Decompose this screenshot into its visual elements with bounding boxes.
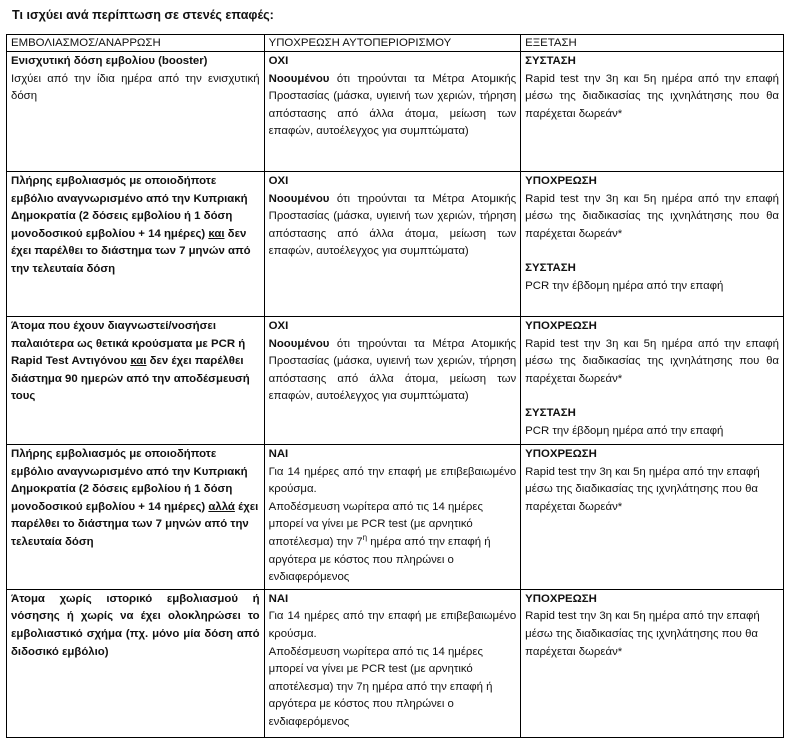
table-row [7,445,784,590]
column-header-self-isolation: ΥΠΟΧΡΕΩΣΗ ΑΥΤΟΠΕΡΙΟΡΙΣΜΟΥ [264,35,521,52]
status-title: Ενισχυτική δόση εμβολίου (booster) [11,55,208,67]
status-text-part1: Πλήρης εμβολιασμός με οποιοδήποτε εμβόλιο αναγνωρισμένο από την Κυπριακή Δημοκρατία (2 δόσεις εμβολίου ή 1 δόση μονοδοσικού εμβολίου + 14 ημέρες) [11,175,248,240]
cell-vaccination-status [7,52,265,172]
self-isolation-text: ότι τηρούνται τα Μέτρα Ατομικής Προστασίας (μάσκα, υγιεινή των χεριών, τήρηση απόστασης από άλλα άτομα, μείωση των επαφών, αυτοέλεγχος για συμπτώματα) [268,72,517,138]
test-text-secondary: PCR την έβδομη ημέρα από την επαφή [525,424,724,437]
cell-vaccination-status [7,317,265,445]
test-label-secondary: ΣΥΣΤΑΣΗ [525,407,576,420]
table-row [7,589,784,737]
table-header-row [7,35,784,52]
self-isolation-lead: Νοουμένου [268,337,330,350]
status-conjunction: και [130,355,147,368]
self-isolation-answer: ΟΧΙ [268,55,289,67]
status-text-part1: Άτομα που έχουν διαγνωστεί/νοσήσει παλαιότερα ως θετικά κρούσματα με PCR ή Rapid Test Αντιγόνου [11,320,246,368]
test-label: ΥΠΟΧΡΕΩΣΗ [525,448,597,460]
table-row [7,52,784,172]
self-isolation-answer: ΟΧΙ [268,175,289,187]
test-label: ΥΠΟΧΡΕΩΣΗ [525,320,597,332]
self-isolation-text-a: Για 14 ημέρες από την επαφή με επιβεβαιωμένο κρούσμα. [268,465,517,496]
self-isolation-text-b2: ημέρα από την επαφή ή αργότερα με κόστος που πληρώνει ο ενδιαφερόμενος [268,535,491,584]
cell-self-isolation [264,589,521,737]
cell-vaccination-status [7,445,265,590]
test-text: Rapid test την 3η και 5η ημέρα από την επαφή μέσω της διαδικασίας της ιχνηλάτησης που θα παρέχεται δωρεάν* [525,72,779,120]
status-text-part1: Πλήρης εμβολιασμός με οποιοδήποτε εμβόλιο αναγνωρισμένο από την Κυπριακή Δημοκρατία (2 δόσεις εμβολίου ή 1 δόση μονοδοσικού εμβολίου + 14 ημέρες) [11,448,248,513]
self-isolation-answer: ΝΑΙ [268,592,289,605]
cell-self-isolation [264,172,521,317]
cell-vaccination-status [7,172,265,317]
cell-test [521,589,784,737]
status-text [11,446,260,552]
cell-vaccination-status [7,589,265,737]
test-text: Rapid test την 3η και 5η ημέρα από την επαφή μέσω της διαδικασίας της ιχνηλάτησης που θα παρέχεται δωρεάν* [525,465,760,513]
cell-test [521,52,784,172]
self-isolation-text-a: Για 14 ημέρες από την επαφή με επιβεβαιωμένο κρούσμα. [268,610,517,640]
self-isolation-lead: Νοουμένου [268,192,330,205]
status-text-part2: έχει παρέλθει το διάστημα των 7 μηνών από την τελευταία δόση [11,500,259,548]
cell-self-isolation [264,445,521,590]
status-text: Ισχύει από την ίδια ημέρα από την ενισχυτική δόση [11,72,260,103]
cell-self-isolation [264,317,521,445]
ordinal-superscript: η [362,533,368,543]
cell-test [521,317,784,445]
contacts-rules-table [6,34,784,738]
cell-test [521,445,784,590]
self-isolation-note [269,336,517,406]
test-label-secondary: ΣΥΣΤΑΣΗ [525,262,576,275]
test-label: ΥΠΟΧΡΕΩΣΗ [525,592,597,605]
test-label: ΥΠΟΧΡΕΩΣΗ [525,175,597,187]
status-text: Άτομα χωρίς ιστορικό εμβολιασμού ή νόσησης ή χωρίς να έχει ολοκληρώσει το εμβολιαστικό σχήμα (πχ. μόνο μία δόση από διδοσικό εμβόλιο) [11,592,260,658]
self-isolation-answer: ΟΧΙ [268,320,289,332]
page-heading: Τι ισχύει ανά περίπτωση σε στενές επαφές: [12,8,274,22]
self-isolation-text: ότι τηρούνται τα Μέτρα Ατομικής Προστασίας (μάσκα, υγιεινή των χεριών, τήρηση απόστασης από άλλα άτομα, μείωση των επαφών, αυτοέλεγχος για συμπτώματα) [268,337,517,403]
status-text-part2: δεν έχει παρέλθει διάστημα 90 ημερών από την αποδέσμευσή τους [11,355,250,403]
column-header-vaccination: ΕΜΒΟΛΙΑΣΜΟΣ/ΑΝΑΡΡΩΣΗ [7,35,265,52]
self-isolation-text-b: Αποδέσμευση νωρίτερα από τις 14 ημέρες μπορεί να γίνει με PCR test (με αρνητικό αποτέλεσμα) την 7η ημέρα από την επαφή ή αργότερα με κόστος που πληρώνει ο ενδιαφερόμενος [268,645,493,728]
self-isolation-text-b [269,499,517,587]
test-text-secondary: PCR την έβδομη ημέρα από την επαφή [525,279,724,292]
status-conjunction: αλλά [208,500,235,513]
cell-self-isolation [264,52,521,172]
cell-test [521,172,784,317]
status-text [11,318,260,406]
self-isolation-text-b1: Αποδέσμευση νωρίτερα από τις 14 ημέρες μπορεί να γίνει με PCR test (με αρνητικό αποτέλεσμα) την 7 [268,500,483,548]
table-row [7,172,784,317]
self-isolation-note [269,191,517,261]
test-label: ΣΥΣΤΑΣΗ [525,55,576,67]
status-text-part2: δεν έχει παρέλθει το διάστημα των 7 μηνών από την τελευταία δόση [11,227,251,275]
test-text: Rapid test την 3η και 5η ημέρα από την επαφή μέσω της διαδικασίας της ιχνηλάτησης που θα παρέχεται δωρεάν* [525,192,779,240]
status-conjunction: και [208,227,225,240]
status-text [11,173,260,279]
table-row [7,317,784,445]
self-isolation-lead: Νοουμένου [268,72,330,85]
test-text: Rapid test την 3η και 5η ημέρα από την επαφή μέσω της διαδικασίας της ιχνηλάτησης που θα παρέχεται δωρεάν* [525,337,779,385]
test-text: Rapid test την 3η και 5η ημέρα από την επαφή μέσω της διαδικασίας της ιχνηλάτησης που θα παρέχεται δωρεάν* [525,610,760,658]
self-isolation-answer: ΝΑΙ [268,448,289,460]
self-isolation-text: ότι τηρούνται τα Μέτρα Ατομικής Προστασίας (μάσκα, υγιεινή των χεριών, τήρηση απόστασης από άλλα άτομα, μείωση των επαφών, αυτοέλεγχος για συμπτώματα) [268,192,517,258]
column-header-test: ΕΞΕΤΑΣΗ [521,35,784,52]
self-isolation-note [269,71,517,141]
